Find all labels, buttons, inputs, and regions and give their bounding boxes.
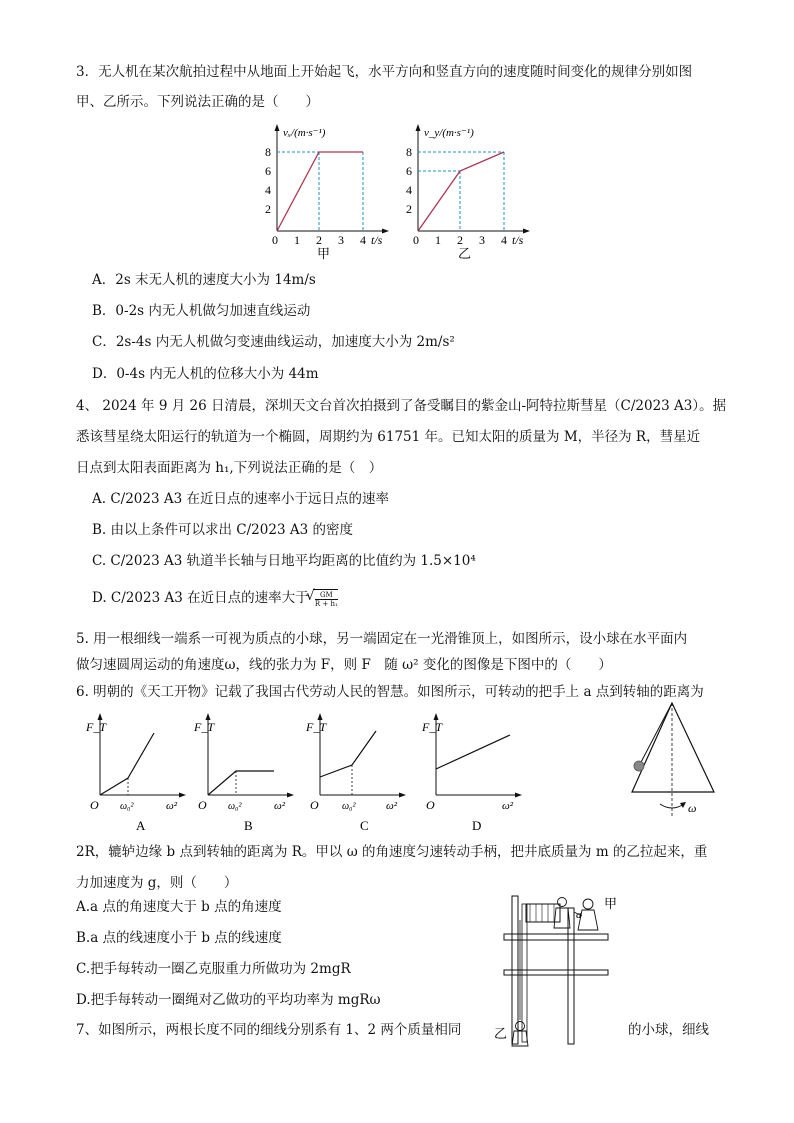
d-curve	[436, 735, 510, 769]
a-label: A	[136, 818, 146, 833]
a-ylabel: F_T	[86, 720, 107, 734]
b-w0: ω₀²	[228, 801, 242, 812]
yi-xlabel: t/s	[512, 233, 524, 247]
q7-stem-part1: 7、如图所示，两根长度不同的细线分别系有 1、2 两个质量相同	[76, 1022, 462, 1038]
label-jia: 甲	[604, 896, 618, 911]
q3-stem-line1: 3．无人机在某次航拍过程中从地面上开始起飞，水平方向和竖直方向的速度随时间变化的规律分别如图	[76, 64, 693, 80]
c-origin: O	[310, 798, 319, 812]
b-curve	[208, 771, 274, 795]
q3-option-a: A．2s 末无人机的速度大小为 14m/s	[92, 272, 316, 288]
q6-stem-line3: 力加速度为 g，则（ ）	[76, 875, 238, 891]
yi-caption: 乙	[458, 246, 472, 261]
q6-stem-line2: 2R，辘轳边缘 b 点到转轴的距离为 R。甲以 ω 的角速度匀速转动手柄，把井底质量为 m 的乙拉起来，重	[76, 844, 708, 860]
jia-caption: 甲	[317, 246, 331, 261]
q5-cone-figure	[624, 700, 724, 830]
jia-xtick-3: 3	[338, 233, 344, 247]
c-label: C	[360, 818, 369, 833]
d-xlabel: ω²	[502, 800, 514, 812]
yi-xtick-1: 1	[435, 233, 441, 247]
c-w0: ω₀²	[342, 801, 356, 812]
q6-option-c: C.把手每转动一圈乙克服重力所做功为 2mgR	[76, 961, 351, 977]
jia-xtick-1: 1	[294, 233, 300, 247]
cone-omega: ω	[688, 801, 697, 815]
q5-stem-line2: 做匀速圆周运动的角速度ω，线的张力为 F，则 F 随 ω² 变化的图像是下图中的（ ）	[76, 657, 612, 673]
jia-xtick-0: 0	[272, 233, 278, 247]
yi-xtick-2: 2	[457, 233, 463, 247]
q3-graph-yi	[396, 118, 536, 263]
q4-option-c: C. C/2023 A3 轨道半长轴与日地平均距离的比值约为 1.5×10⁴	[92, 553, 476, 569]
a-origin: O	[90, 798, 99, 812]
c-curve	[320, 731, 376, 777]
ball	[634, 761, 644, 771]
q5-graph-c	[304, 713, 409, 838]
b-label: B	[244, 818, 253, 833]
a-curve	[100, 733, 154, 795]
yi-xtick-4: 4	[501, 233, 507, 247]
q5-graph-d	[420, 713, 525, 838]
q4-stem-line3: 日点到太阳表面距离为 h₁,下列说法正确的是（ ）	[76, 460, 383, 476]
q5-graph-a	[84, 713, 189, 838]
yi-ytick-4: 4	[406, 183, 412, 197]
d-ylabel: F_T	[422, 720, 443, 734]
yi-ylabel: v_y/(m·s⁻¹)	[424, 127, 474, 139]
q5-graph-b	[192, 713, 297, 838]
label-yi: 乙	[494, 1026, 508, 1041]
jia-xtick-4: 4	[360, 233, 366, 247]
q4-option-d-sqrt: √ $\frac{GM}{\text{R + h₁}}$	[305, 588, 338, 608]
jia-ytick-2: 2	[265, 202, 271, 216]
cone	[632, 703, 714, 792]
jia-ytick-4: 4	[265, 183, 271, 197]
yi-ytick-6: 6	[406, 164, 412, 178]
c-xlabel: ω²	[386, 800, 398, 812]
q3-graph-jia	[255, 118, 395, 263]
q6-stem-line1: 6. 明朝的《天工开物》记载了我国古代劳动人民的智慧。如图所示，可转动的把手上 a 点到转轴的距离为	[76, 684, 704, 700]
jia-curve	[277, 152, 363, 231]
label-a: a	[576, 909, 582, 921]
q4-option-d	[92, 589, 338, 608]
yi-curve	[418, 152, 504, 231]
q3-option-d: D．0-4s 内无人机的位移大小为 44m	[92, 366, 319, 382]
yi-ytick-8: 8	[406, 145, 412, 159]
q6-windlass-figure	[490, 890, 630, 1050]
q6-option-a: A.a 点的角速度大于 b 点的角速度	[76, 899, 282, 915]
q4-d-denominator: R + h₁	[314, 600, 338, 608]
q6-option-b: B.a 点的线速度小于 b 点的线速度	[76, 930, 282, 946]
yi-xtick-0: 0	[413, 233, 419, 247]
q4-stem-line2: 悉该彗星绕太阳运行的轨道为一个椭圆，周期约为 61751 年。已知太阳的质量为 M，半径为 R，彗星近	[76, 429, 701, 445]
q3-stem-line2: 甲、乙所示。下列说法正确的是（ ）	[76, 94, 319, 110]
q6-option-d: D.把手每转动一圈绳对乙做功的平均功率为 mgRω	[76, 992, 381, 1008]
jia-ylabel: vₓ/(m·s⁻¹)	[283, 127, 326, 139]
b-ylabel: F_T	[194, 720, 215, 734]
c-ylabel: F_T	[306, 720, 327, 734]
q4-option-b: B. 由以上条件可以求出 C/2023 A3 的密度	[92, 522, 353, 538]
jia-xlabel: t/s	[371, 233, 383, 247]
q4-stem-line1: 4、 2024 年 9 月 26 日清晨，深圳天文台首次拍摄到了备受瞩目的紫金山-阿特拉斯彗星（C/2023 A3）。据	[76, 398, 727, 414]
b-xlabel: ω²	[274, 800, 286, 812]
d-origin: O	[426, 798, 435, 812]
string	[639, 703, 672, 766]
q4-d-numerator: GM	[315, 591, 338, 600]
a-w0: ω₀²	[120, 801, 134, 812]
d-label: D	[472, 818, 482, 833]
yi-ytick-2: 2	[406, 202, 412, 216]
q7-stem-part2: 的小球，细线	[628, 1022, 709, 1038]
q5-stem-line1: 5. 用一根细线一端系一可视为质点的小球，另一端固定在一光滑锥顶上，如图所示，设小球在水平面内	[76, 631, 688, 647]
q4-option-a: A. C/2023 A3 在近日点的速率小于远日点的速率	[92, 491, 389, 507]
q4-option-d-text: D. C/2023 A3 在近日点的速率大于	[92, 590, 309, 606]
jia-xtick-2: 2	[316, 233, 322, 247]
a-xlabel: ω²	[166, 800, 178, 812]
q3-option-c: C．2s-4s 内无人机做匀变速曲线运动，加速度大小为 2m/s²	[92, 334, 455, 350]
q3-option-b: B．0-2s 内无人机做匀加速直线运动	[92, 303, 311, 319]
jia-ytick-8: 8	[265, 145, 271, 159]
b-origin: O	[198, 798, 207, 812]
yi-xtick-3: 3	[479, 233, 485, 247]
jia-ytick-6: 6	[265, 164, 271, 178]
